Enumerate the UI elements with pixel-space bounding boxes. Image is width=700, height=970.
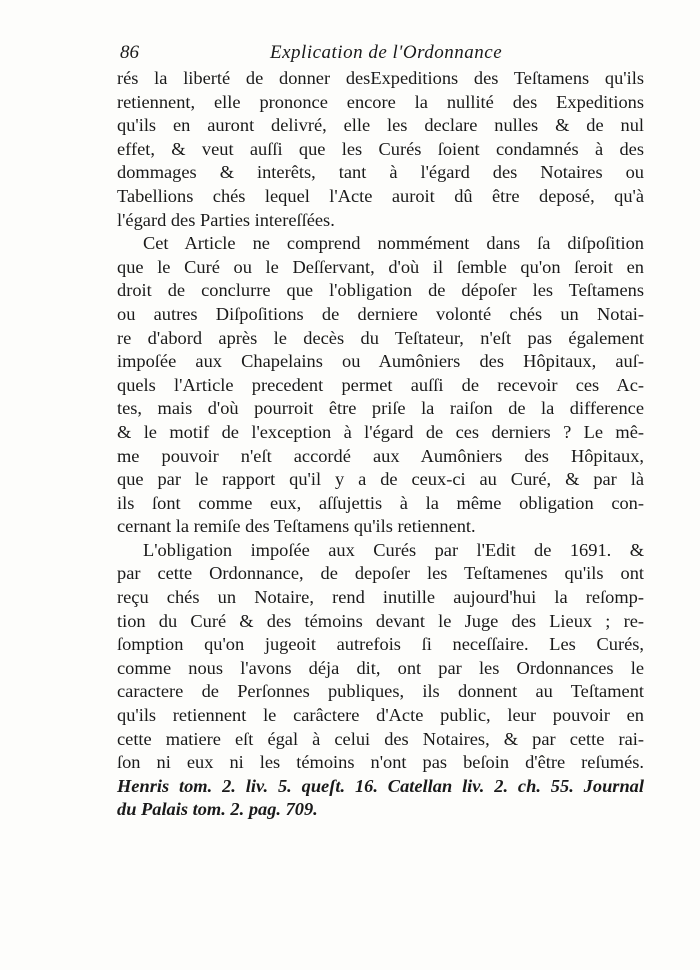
text-line: ſomption qu'on jugeoit autrefois ſi neceſſaire. Les Curés, bbox=[117, 634, 644, 655]
page-header bbox=[120, 42, 640, 68]
text-line: impoſée aux Chapelains ou Aumôniers des Hôpitaux, auſ- bbox=[117, 351, 644, 372]
text-line: retiennent, elle prononce encore la nullité des Expeditions bbox=[117, 91, 644, 112]
text-line: qu'ils retiennent le carâctere d'Acte public, leur pouvoir en bbox=[117, 705, 644, 726]
text-line: cette matiere eſt égal à celui des Notaires, & par cette rai- bbox=[117, 728, 644, 749]
text-line: effet, & veut auſſi que les Curés ſoient condamnés à des bbox=[117, 138, 644, 159]
paragraph-start-line: Cet Article ne comprend nommément dans ſa diſpoſition bbox=[143, 233, 644, 254]
text-line: ou autres Diſpoſitions de derniere volonté chés un Notai- bbox=[117, 303, 644, 324]
text-line: ils ſont comme eux, aſſujettis à la même obligation con- bbox=[117, 492, 644, 513]
text-line: l'égard des Parties intereſſées. bbox=[117, 209, 335, 230]
paragraph-start-line: L'obligation impoſée aux Curés par l'Edit de 1691. & bbox=[143, 539, 644, 560]
text-line: quels l'Article precedent permet auſſi de recevoir ces Ac- bbox=[117, 374, 644, 395]
text-line: dommages & interêts, tant à l'égard des Notaires ou bbox=[117, 162, 644, 183]
running-head: Explication de l'Ordonnance bbox=[270, 42, 503, 63]
text-line: par cette Ordonnance, de depoſer les Teſtamenes qu'ils ont bbox=[117, 563, 644, 584]
body-text bbox=[117, 67, 644, 822]
text-line: caractere de Perſonnes publiques, ils donnent au Teſtament bbox=[117, 681, 644, 702]
text-line: me pouvoir n'eſt accordé aux Aumôniers des Hôpitaux, bbox=[117, 445, 644, 466]
text-line: ſon ni eux ni les témoins n'ont pas beſoin d'être reſumés. bbox=[117, 752, 644, 773]
citation-line: Henris tom. 2. liv. 5. queſt. 16. Catellan liv. 2. ch. 55. Journal bbox=[117, 775, 644, 796]
text-line: que par le rapport qu'il y a de ceux-ci au Curé, & par là bbox=[117, 469, 644, 490]
text-line: droit de conclurre que l'obligation de dépoſer les Teſtamens bbox=[117, 280, 644, 301]
ink-smudge bbox=[118, 845, 188, 861]
text-line: qu'ils en auront delivré, elle les declare nulles & de nul bbox=[117, 115, 644, 136]
text-line: tes, mais d'où pourroit être priſe la raiſon de la difference bbox=[117, 398, 644, 419]
text-line: rés la liberté de donner desExpeditions des Teſtamens qu'ils bbox=[117, 68, 644, 88]
text-line: comme nous l'avons déja dit, ont par les Ordonnances le bbox=[117, 657, 644, 678]
text-line: tion du Curé & des témoins devant le Juge des Lieux ; re- bbox=[117, 610, 644, 631]
citation-line: du Palais tom. 2. pag. 709. bbox=[117, 799, 318, 820]
text-line: Tabellions chés lequel l'Acte auroit dû être deposé, qu'à bbox=[117, 185, 644, 206]
text-line: que le Curé ou le Deſſervant, d'où il ſemble qu'on ſeroit en bbox=[117, 256, 644, 277]
text-line: & le motif de l'exception à l'égard de ces derniers ? Le mê- bbox=[117, 421, 644, 442]
text-line: cernant la remiſe des Teſtamens qu'ils retiennent. bbox=[117, 516, 476, 537]
page-number: 86 bbox=[120, 42, 139, 63]
text-line: reçu chés un Notaire, rend inutille aujourd'hui la reſomp- bbox=[117, 587, 644, 608]
text-line: re d'abord après le decès du Teſtateur, n'eſt pas également bbox=[117, 327, 644, 348]
